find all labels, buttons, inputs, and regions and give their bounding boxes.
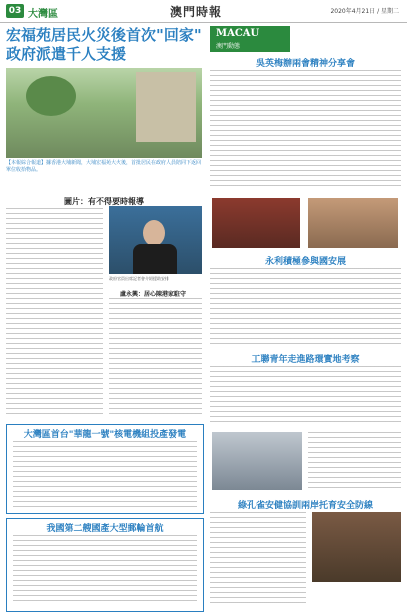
right-photo-2 bbox=[308, 198, 398, 248]
story-box-cruise bbox=[6, 518, 204, 612]
headline-line-2: 政府派遣千人支援 bbox=[6, 45, 127, 63]
story-box-nuclear-title: 大灣區首台"華龍一號"核電機組投產發電 bbox=[23, 430, 187, 440]
right-story-3-body bbox=[210, 366, 401, 426]
lead-story bbox=[6, 26, 202, 64]
lead-photo bbox=[6, 68, 202, 158]
lead-photo-caption: 【本報綜合報道】據香港大埔新聞，大埔宏福苑大火後，首批居民在政府人員陪同下返回單位收拾物品。 bbox=[6, 160, 202, 173]
macau-label: MACAU bbox=[216, 28, 260, 39]
page-header bbox=[0, 0, 407, 23]
story-box-cruise-title: 我國第二艘國產大型郵輪首航 bbox=[46, 524, 164, 534]
headline bbox=[6, 26, 202, 64]
section-title: 大灣區 bbox=[28, 9, 58, 20]
right-story-1-body bbox=[210, 70, 401, 190]
official-photo bbox=[109, 206, 202, 274]
right-title-1: 吳英梅辦兩會精神分享會 bbox=[255, 59, 355, 69]
right-photo-3 bbox=[212, 432, 302, 490]
byline: 盧永興：居心陳港家駐守 bbox=[120, 291, 187, 298]
official-photo-caption: 政府官員出席記者會介紹援助安排 bbox=[109, 276, 169, 281]
issue-date: 2020年4月21日 / 星期二 bbox=[330, 8, 399, 15]
right-title-4: 綠孔雀安健協訓兩岸托育安全防線 bbox=[237, 501, 373, 511]
macau-sub-label: 澳門動態 bbox=[216, 43, 241, 50]
subheading: 圖片：有不得要時報導 bbox=[64, 197, 144, 206]
right-story-3-body-2 bbox=[308, 432, 401, 490]
body-shape bbox=[133, 244, 177, 274]
lead-story-body-left bbox=[6, 208, 103, 418]
right-title-3: 工聯青年走進路環實地考察 bbox=[251, 355, 360, 365]
macau-section-badge bbox=[210, 26, 290, 52]
newspaper-title: 澳門時報 bbox=[170, 5, 223, 19]
right-photo-4 bbox=[312, 512, 401, 582]
tree-shape bbox=[26, 76, 76, 116]
right-story-2-body bbox=[210, 268, 401, 344]
right-photo-1 bbox=[212, 198, 300, 248]
face-shape bbox=[143, 220, 165, 246]
right-title-2: 永利積極參與國安展 bbox=[264, 257, 346, 267]
lead-story-body-right bbox=[109, 298, 202, 418]
building-shape bbox=[136, 72, 196, 142]
story-box-nuclear bbox=[6, 424, 204, 514]
right-story-4-body bbox=[210, 512, 306, 604]
story-box-cruise-body bbox=[13, 535, 197, 605]
page-number: 03 bbox=[6, 4, 24, 18]
story-box-nuclear-body bbox=[13, 441, 197, 507]
headline-line-1: 宏福苑居民火災後首次"回家" bbox=[6, 26, 202, 44]
